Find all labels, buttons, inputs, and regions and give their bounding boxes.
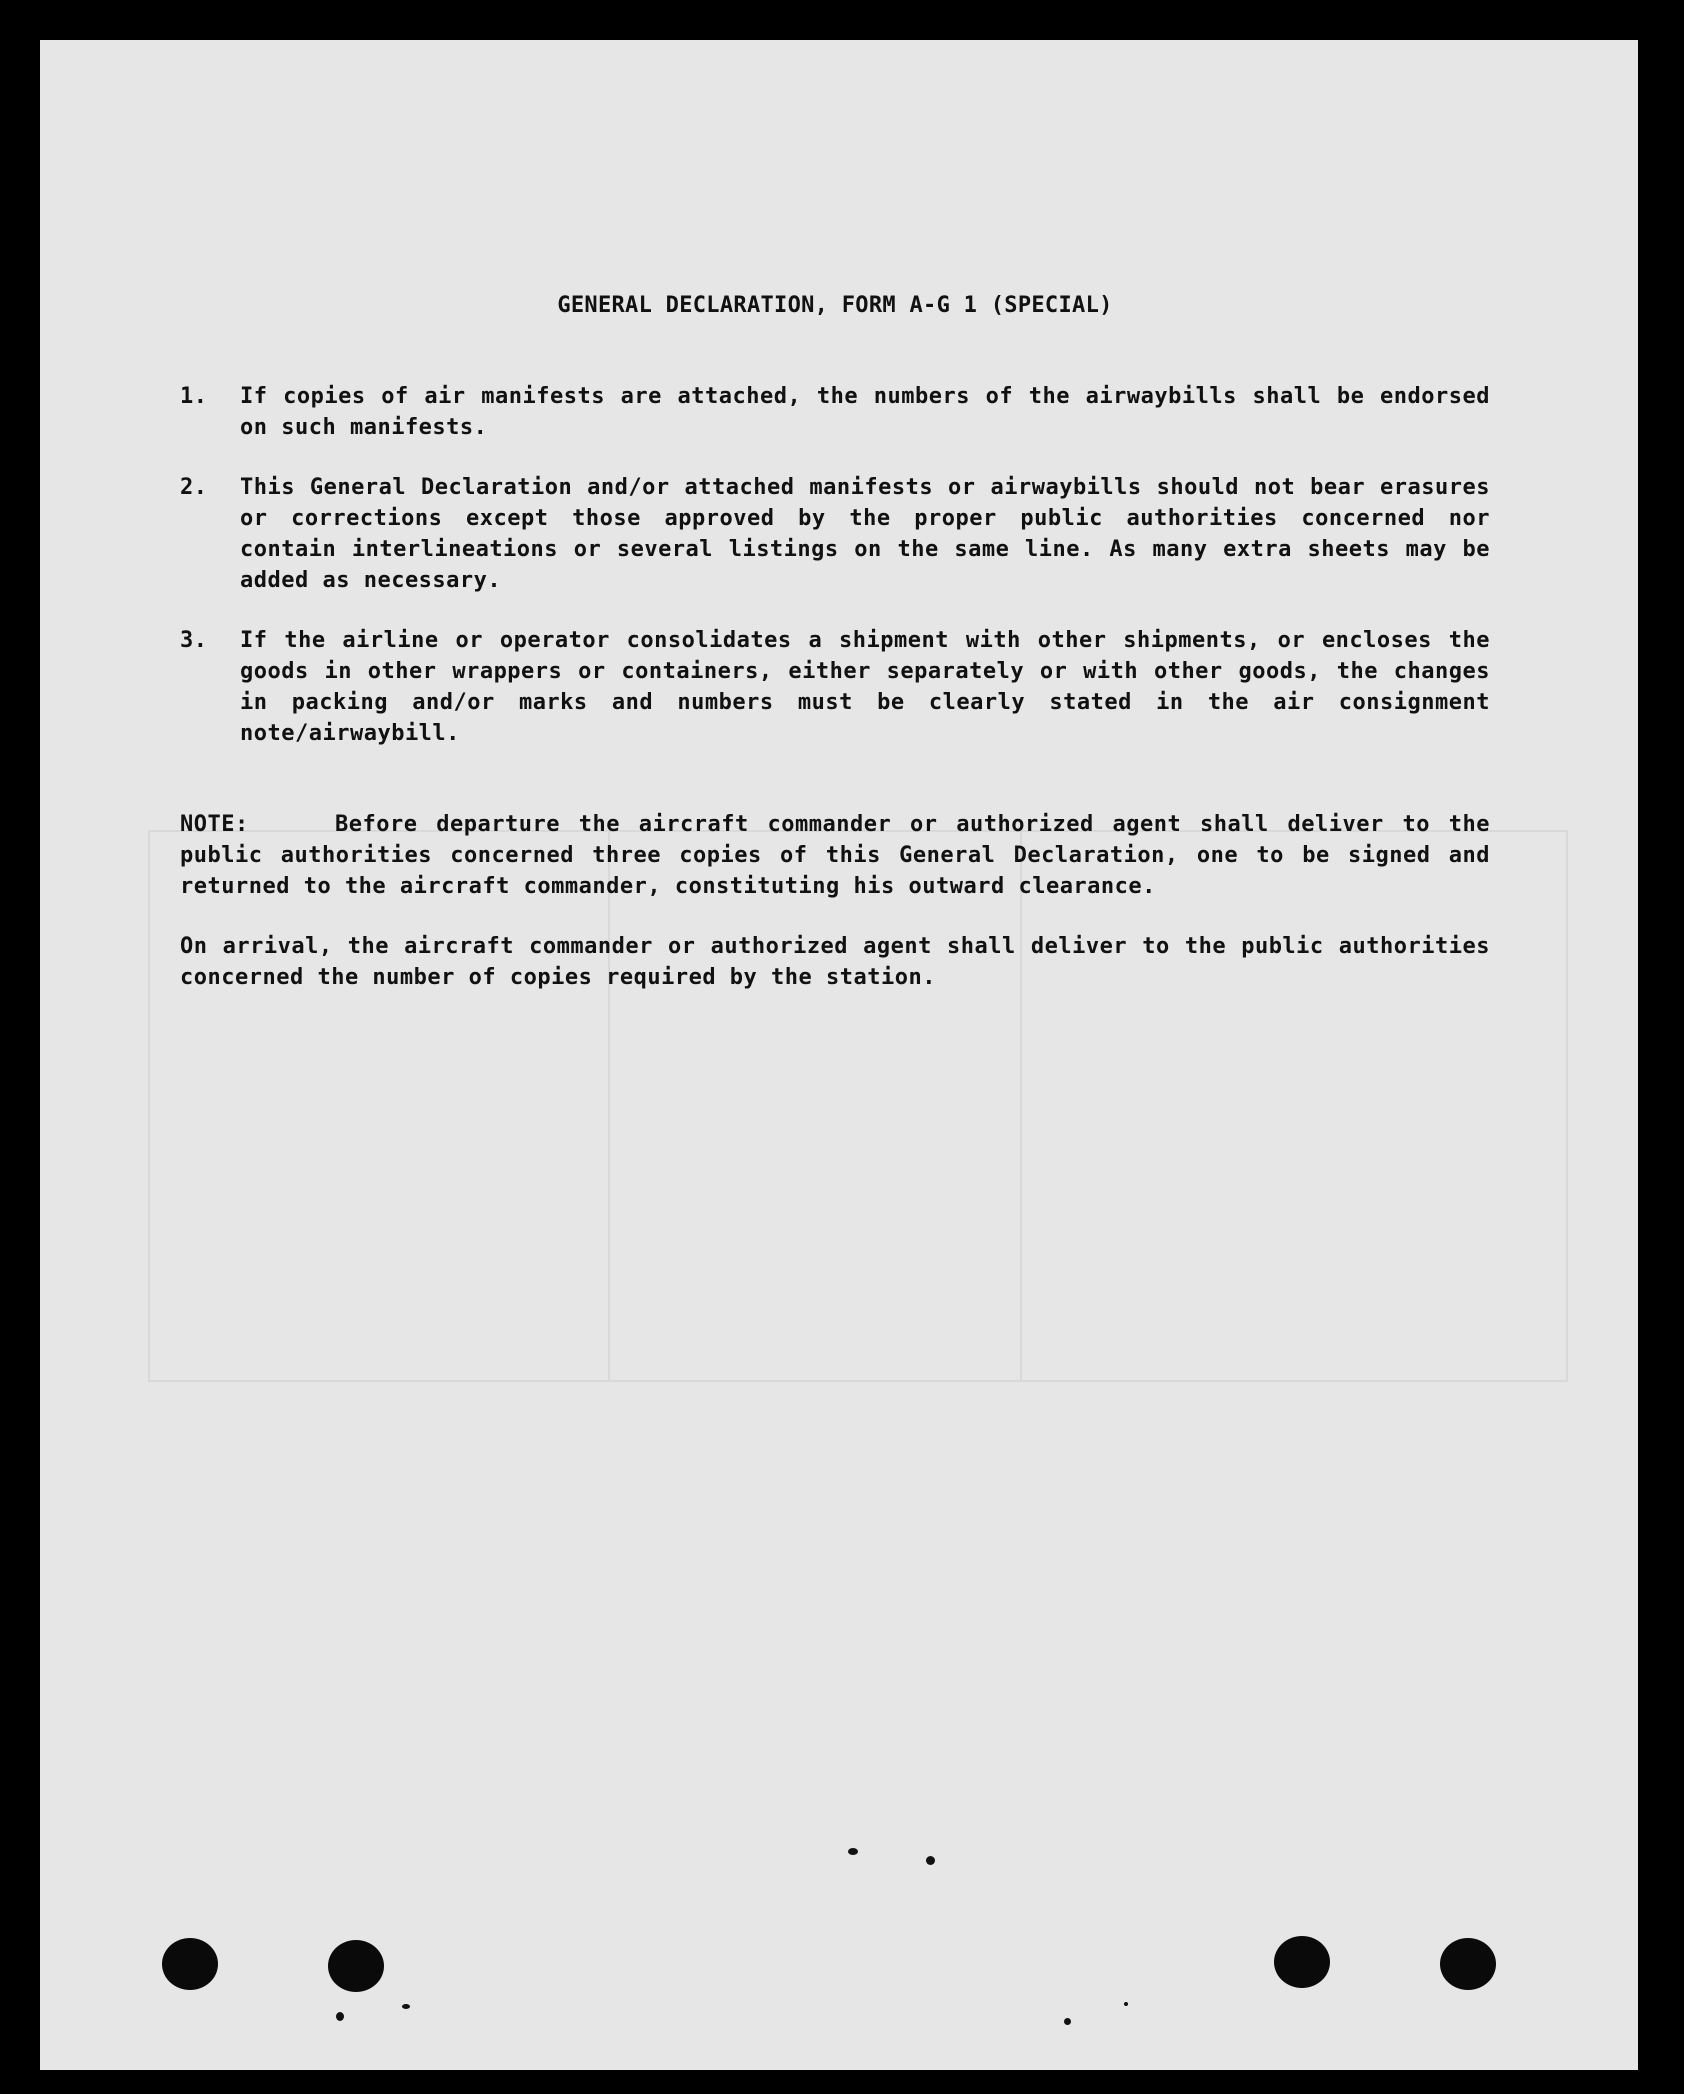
punch-hole	[162, 1938, 218, 1990]
bleed-through-line	[148, 1380, 1568, 1382]
punch-hole	[328, 1940, 384, 1992]
bleed-through-line	[148, 830, 150, 1380]
scan-speck	[402, 2004, 410, 2009]
scan-speck	[926, 1856, 935, 1865]
item-text: If copies of air manifests are attached, the numbers of the airwaybills shall be endorsed on such manifests.	[240, 384, 1490, 440]
declaration-text	[180, 290, 1490, 1022]
scan-speck	[1064, 2018, 1071, 2025]
list-item	[180, 381, 1490, 443]
note-text: Before departure the aircraft commander or authorized agent shall deliver to the public authorities concerned three copies of this General Declaration, one to be signed and returned to the aircraft commander, constituting his outward clearance.	[180, 812, 1490, 899]
bleed-through-line	[1566, 830, 1568, 1380]
document-title: GENERAL DECLARATION, FORM A-G 1 (SPECIAL)	[557, 293, 1113, 318]
arrival-paragraph: On arrival, the aircraft commander or authorized agent shall deliver to the public authorities concerned the number of copies required by the station.	[180, 934, 1490, 990]
list-item	[180, 625, 1490, 749]
punch-hole	[1274, 1936, 1330, 1988]
scan-speck	[336, 2012, 344, 2021]
item-number: 2.	[180, 475, 208, 500]
note-section	[180, 809, 1490, 993]
document-page	[40, 40, 1638, 2070]
item-number: 1.	[180, 384, 208, 409]
punch-hole	[1440, 1938, 1496, 1990]
note-paragraph	[180, 809, 1490, 902]
item-text: This General Declaration and/or attached manifests or airwaybills should not bear erasures or corrections except those approved by the proper public authorities concerned nor contain interlineations or several listings on the same line. As many extra sheets may be added as necessary.	[240, 475, 1490, 593]
scan-speck	[1124, 2002, 1128, 2006]
note-label: NOTE:	[180, 812, 249, 837]
item-number: 3.	[180, 628, 208, 653]
item-text: If the airline or operator consolidates a shipment with other shipments, or encloses the goods in other wrappers or containers, either separately or with other goods, the changes in packing and/or marks and numbers must be clearly stated in the air consignment note/airwaybill.	[240, 628, 1490, 746]
scan-speck	[848, 1848, 858, 1855]
list-item	[180, 472, 1490, 596]
